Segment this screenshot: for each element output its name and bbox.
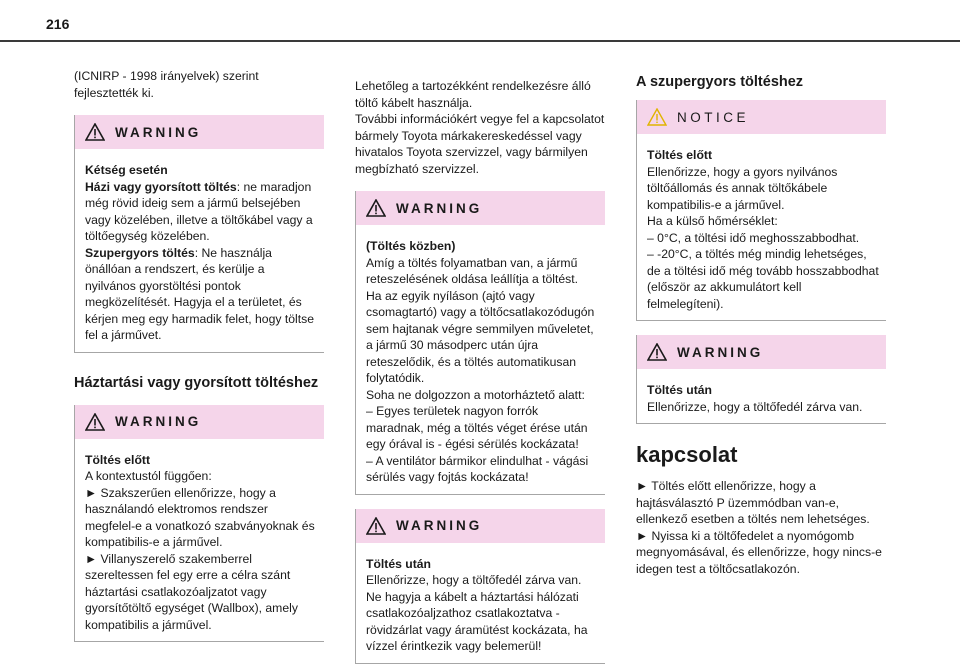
warning-box bbox=[74, 115, 324, 353]
warning-triangle-icon bbox=[366, 199, 386, 217]
warning-title: WARNING bbox=[115, 414, 202, 429]
page-number: 216 bbox=[46, 16, 70, 32]
warning-header bbox=[75, 405, 324, 439]
warning-title: WARNING bbox=[677, 344, 764, 360]
section-heading: Háztartási vagy gyorsított töltéshez bbox=[74, 374, 319, 391]
notice-box bbox=[636, 100, 886, 321]
warning-text: : ne maradjon még rövid ideig sem a jármű belsejében vagy közelében, illetve a töltőkábel vagy a töltőegység közelében. bbox=[85, 179, 313, 243]
header-rule bbox=[0, 40, 960, 42]
warning-subhead: Töltés előtt bbox=[85, 452, 151, 467]
warning-body bbox=[75, 439, 324, 642]
warning-text: A kontextustól függően: ► Szakszerűen ellenőrizze, hogy a használandó elektromos rendszer megfelel-e a vonatkozó szabványoknak és kompatibilis-e a járművel. ► Villanyszerelő szakemberrel szereltessen fel egy erre a célra szánt háztartási csatlakozóaljzatot vagy gyorsítőtöltő egységet (Wallbox), amely kompatibilis a járművel. bbox=[85, 469, 315, 632]
warning-box bbox=[74, 405, 324, 643]
warning-term: Szupergyors töltés bbox=[85, 245, 195, 260]
warning-text: Ellenőrizze, hogy a töltőfedél zárva van. Ne hagyja a kábelt a háztartási hálózati csatlakozóaljzathoz csatlakoztatva - rövidzárlat vagy áramütést kockázata, ha vízzel érintkezik vagy belemerül! bbox=[366, 573, 588, 653]
warning-triangle-icon bbox=[85, 123, 105, 141]
warning-title: WARNING bbox=[396, 518, 483, 533]
warning-triangle-icon bbox=[647, 343, 667, 361]
warning-body bbox=[356, 543, 605, 663]
notice-body bbox=[637, 134, 886, 320]
warning-title: WARNING bbox=[396, 200, 483, 216]
notice-title: NOTICE bbox=[677, 109, 750, 125]
warning-body bbox=[356, 225, 605, 494]
warning-body bbox=[75, 149, 324, 352]
notice-header bbox=[637, 100, 886, 134]
column-1 bbox=[74, 68, 324, 642]
warning-header bbox=[356, 191, 605, 225]
warning-subhead: (Töltés közben) bbox=[366, 239, 456, 253]
warning-header bbox=[637, 335, 886, 369]
warning-term: Házi vagy gyorsított töltés bbox=[85, 179, 237, 194]
warning-subhead: Töltés után bbox=[647, 383, 713, 397]
warning-subhead: Kétség esetén bbox=[85, 163, 168, 177]
warning-box bbox=[355, 191, 605, 495]
notice-subhead: Töltés előtt bbox=[647, 148, 713, 162]
notice-triangle-icon bbox=[647, 108, 667, 126]
warning-body bbox=[637, 369, 886, 423]
warning-text: Amíg a töltés folyamatban van, a jármű reteszelésének oldása leállítja a töltést. Ha az egyik nyíláson (ajtó vagy csomagtartó) vagy a töltőcsatlakozódugón sem hajtanak végre semmilyen műveletet, a jármű 30 másodperc után újra reteszelődik, és a töltés automatikusan folytatódik. Soha ne dolgozzon a motorháztető alatt: – Egyes területek nagyon forrók maradnak, még a töltés véget érése után egy órával is - égési sérülés kockázata! – A ventilátor bármikor elindulhat - vágási sérülés vagy fojtás kockázata! bbox=[366, 255, 595, 484]
warning-header bbox=[356, 509, 605, 543]
body-text: ► Töltés előtt ellenőrizze, hogy a hajtásválasztó P üzemmódban van-e, ellenkező esetben a töltés nem lehetséges. ► Nyissa ki a töltőfedelet a nyomógomb megnyomásával, és ellenőrizze, hogy nincs-e idegen test a töltőcsatlakozón. bbox=[636, 479, 882, 576]
notice-text: Ellenőrizze, hogy a gyors nyilvános töltőállomás és annak töltőkábele kompatibilis-e a járművel. Ha a külső hőmérséklet: – 0°C, a töltési idő meghosszabbodhat. – -20°C, a töltés még mindig lehetséges, de a töltési idő még tovább hosszabbodhat (először az akkumulátort kell felmelegíteni). bbox=[647, 164, 879, 311]
warning-text: : Ne használja önállóan a rendszert, és kerülje a nyilvános gyorstöltési pontok megközelítését. Hagyja el a területet, és kérjen meg egy harmadik felet, hogy töltse fel a járművet. bbox=[85, 245, 314, 342]
intro-text: (ICNIRP - 1998 irányelvek) szerint fejlesztették ki. bbox=[74, 69, 259, 100]
warning-subhead: Töltés után bbox=[366, 556, 432, 571]
big-heading: kapcsolat bbox=[636, 442, 738, 467]
intro-text: Lehetőleg a tartozékként rendelkezésre álló töltő kábelt használja. További információkért vegye fel a kapcsolatot bármely Toyota márkakereskedéssel vagy hivatalos Toyota szervizzel, vagy bármilyen megbízható szervizzel. bbox=[355, 79, 605, 176]
warning-box bbox=[636, 335, 886, 424]
warning-header bbox=[75, 115, 324, 149]
section-heading: A szupergyors töltéshez bbox=[636, 74, 804, 90]
warning-text: Ellenőrizze, hogy a töltőfedél zárva van. bbox=[647, 399, 863, 414]
column-2 bbox=[355, 78, 605, 664]
warning-triangle-icon bbox=[85, 413, 105, 431]
warning-box bbox=[355, 509, 605, 664]
warning-triangle-icon bbox=[366, 517, 386, 535]
column-3 bbox=[636, 74, 886, 577]
warning-title: WARNING bbox=[115, 124, 202, 140]
